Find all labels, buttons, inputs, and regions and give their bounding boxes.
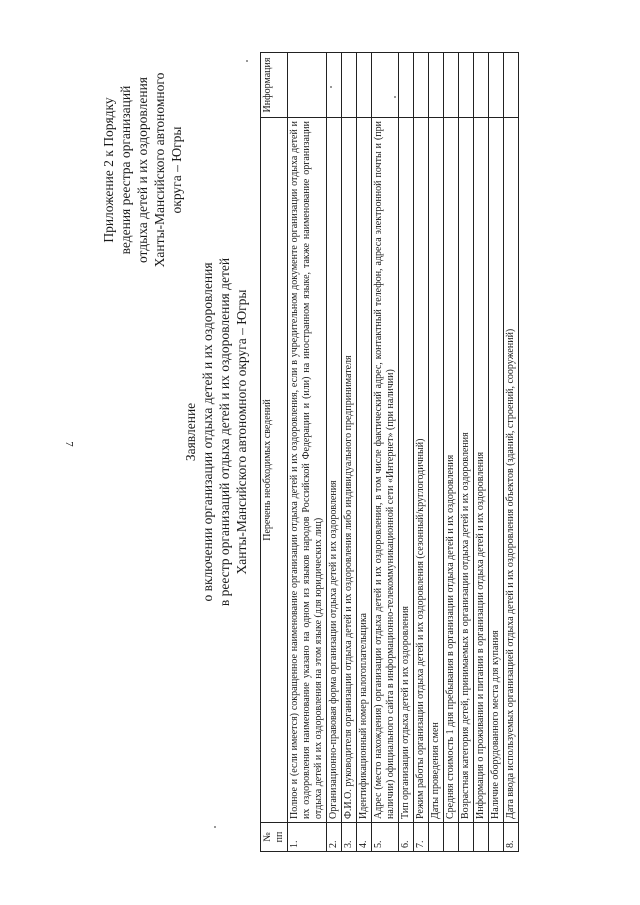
page-number: 7 <box>62 441 75 447</box>
row-text: Ф.И.О. руководителя организации отдыха детей и их оздоровления либо индивидуального предпринимателя <box>342 118 357 823</box>
row-text: Средняя стоимость 1 дня пребывания в организации отдыха детей и их оздоровления <box>444 118 459 823</box>
row-text: Наличие оборудованного места для купания <box>489 118 504 823</box>
table-row <box>459 53 474 852</box>
row-info-cell[interactable] <box>429 53 444 118</box>
row-info-cell[interactable] <box>459 53 474 118</box>
row-info-cell[interactable] <box>504 53 519 118</box>
row-number <box>459 823 474 852</box>
row-info-cell[interactable] <box>414 53 429 118</box>
row-number: 2. <box>327 823 342 852</box>
row-number <box>489 823 504 852</box>
table-row <box>288 53 327 852</box>
row-number: 3. <box>342 823 357 852</box>
table-row <box>357 53 372 852</box>
document-subtitle-line: в реестр организаций отдыха детей и их оздоровления детей <box>217 257 232 607</box>
row-text: Организационно-правовая форма организации отдыха детей и их оздоровления <box>327 118 342 823</box>
table-row <box>327 53 342 852</box>
rotated-sheet <box>100 32 540 872</box>
appendix-line: ведения реестра организаций <box>118 85 133 255</box>
row-number: 4. <box>357 823 372 852</box>
appendix-line: отдыха детей и их оздоровления <box>135 77 150 264</box>
table-header-row <box>261 53 288 852</box>
row-number: 6. <box>399 823 414 852</box>
row-text: Возрастная категория детей, принимаемых в организации отдыха детей и их оздоровления <box>459 118 474 823</box>
row-text: Информация о проживании и питании в организации отдыха детей и их оздоровления <box>474 118 489 823</box>
table-row <box>399 53 414 852</box>
row-info-cell[interactable] <box>444 53 459 118</box>
document-subtitle-line: Ханты-Мансийского автономного округа – Югры <box>234 289 249 575</box>
table-row <box>429 53 444 852</box>
table-row <box>342 53 357 852</box>
row-info-cell[interactable] <box>399 53 414 118</box>
appendix-note <box>100 50 185 290</box>
row-number: 7. <box>414 823 429 852</box>
row-number: 5. <box>372 823 399 852</box>
row-number <box>444 823 459 852</box>
table-row <box>414 53 429 852</box>
row-info-cell[interactable] <box>342 53 357 118</box>
header-info: Информация <box>261 53 288 118</box>
row-number <box>429 823 444 852</box>
table-row <box>444 53 459 852</box>
table-row <box>504 53 519 852</box>
row-number <box>474 823 489 852</box>
row-info-cell[interactable] <box>489 53 504 118</box>
table-row <box>372 53 399 852</box>
row-info-cell[interactable] <box>288 53 327 118</box>
row-text: Тип организации отдыха детей и их оздоровления <box>399 118 414 823</box>
row-number: 8. <box>504 823 519 852</box>
header-number: № пп <box>261 823 288 852</box>
row-text: Идентификационный номер налогоплательщика <box>357 118 372 823</box>
document-title: Заявление <box>183 402 198 462</box>
row-number: 1. <box>288 823 327 852</box>
table-row <box>474 53 489 852</box>
row-text: Адрес (место нахождения) организации отдыха детей и их оздоровления, в том числе фактический адрес, контактный телефон, адреса электронной почты и (при наличии) официального сайта в информационно-телекоммуникационной сети «Интернет» (при наличии) <box>372 118 399 823</box>
row-text: Режим работы организации отдыха детей и их оздоровления (сезонный/круглогодичный) <box>414 118 429 823</box>
appendix-line: округа – Югры <box>169 126 184 214</box>
document-heading <box>182 142 250 722</box>
row-text: Дата ввода используемых организацией отдыха детей и их оздоровления объектов (зданий, строений, сооружений) <box>504 118 519 823</box>
application-table <box>260 52 519 852</box>
appendix-line: Приложение 2 к Порядку <box>101 97 116 243</box>
header-list: Перечень необходимых сведений <box>261 118 288 823</box>
table-row <box>489 53 504 852</box>
row-info-cell[interactable] <box>327 53 342 118</box>
row-text: Даты проведения смен <box>429 118 444 823</box>
document-subtitle-line: о включении организации отдыха детей и их оздоровления <box>200 262 215 602</box>
appendix-line: Ханты-Мансийского автономного <box>152 72 167 268</box>
row-info-cell[interactable] <box>372 53 399 118</box>
row-text: Полное и (если имеется) сокращенное наименование организации отдыха детей и их оздоровления, если в учредительном документе организации отдыха детей и их оздоровления наименование указано на одном из языков народов Российской Федерации и (или) на иностранном языке, также наименование организации отдыха детей и их оздоровления на этом языке (для юридических лиц) <box>288 118 327 823</box>
row-info-cell[interactable] <box>357 53 372 118</box>
row-info-cell[interactable] <box>474 53 489 118</box>
